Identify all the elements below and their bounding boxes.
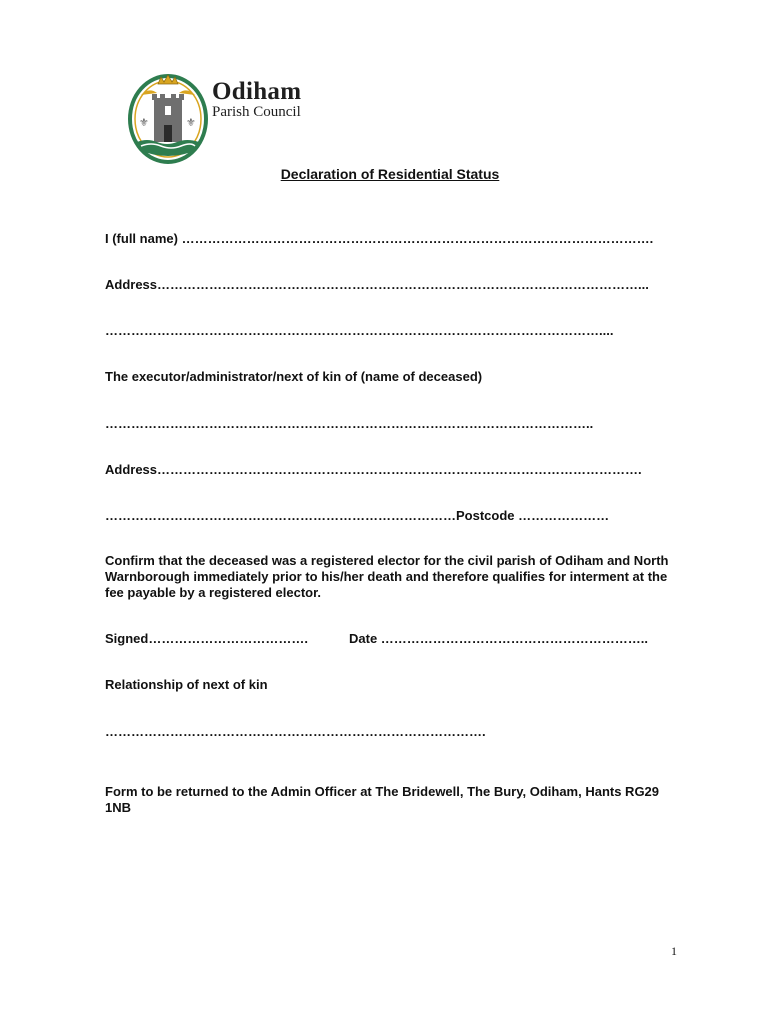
deceased-name-field[interactable]: ………………………………………………………………………………………………….. — [105, 416, 594, 431]
org-subtitle: Parish Council — [212, 104, 301, 120]
address-field-1[interactable]: …………………………………………………………………………………………………... — [157, 277, 649, 292]
castle-crest-icon — [127, 70, 209, 164]
address-field-2[interactable]: …………………………………………………………………………………………………….... — [105, 323, 614, 338]
page-number: 1 — [671, 944, 677, 958]
return-instructions: Form to be returned to the Admin Officer at The Bridewell, The Bury, Odiham, Hants RG29 1NB — [105, 784, 660, 815]
relationship-field[interactable]: ……………………………………………………………………………. — [105, 724, 486, 739]
deceased-address-field-1[interactable]: …………………………………………………………………………………………………. — [157, 462, 642, 477]
deceased-address-row-2[interactable] — [105, 508, 609, 523]
full-name-label: I (full name) — [105, 231, 182, 246]
postcode-label: Postcode — [456, 508, 515, 523]
deceased-name-row[interactable] — [105, 416, 593, 431]
confirmation-text: Confirm that the deceased was a registered elector for the civil parish of Odiham and North Warnborough immediately prior to his/her death and therefore qualifies for interment at the fee payable by a registered elector. — [105, 553, 669, 600]
signed-row[interactable] — [105, 631, 308, 646]
address-row-2[interactable] — [105, 323, 613, 338]
date-field[interactable]: …………………………………………………….. — [377, 631, 649, 646]
deceased-address-field-2[interactable]: ……………………………………………………………………… — [105, 508, 456, 523]
address-label: Address — [105, 277, 158, 292]
date-label: Date — [349, 631, 378, 646]
relationship-label: Relationship of next of kin — [105, 677, 268, 692]
signature-field[interactable]: ………………………………. — [148, 631, 308, 646]
full-name-row[interactable] — [105, 231, 653, 246]
address-row[interactable] — [105, 277, 649, 292]
date-row[interactable] — [349, 631, 648, 646]
svg-text:⚜: ⚜ — [186, 116, 196, 129]
deceased-address-row[interactable] — [105, 462, 642, 477]
full-name-field[interactable]: ………………………………………………………………………………………………. — [181, 231, 654, 246]
postcode-field[interactable]: ………………… — [514, 508, 610, 523]
page-title: Declaration of Residential Status — [280, 166, 500, 182]
org-name: Odiham — [212, 78, 302, 105]
signed-label: Signed — [105, 631, 149, 646]
executor-label: The executor/administrator/next of kin of (name of deceased) — [105, 369, 483, 384]
deceased-address-label: Address — [105, 462, 158, 477]
svg-text:⚜: ⚜ — [139, 116, 149, 129]
relationship-row[interactable] — [105, 724, 486, 739]
